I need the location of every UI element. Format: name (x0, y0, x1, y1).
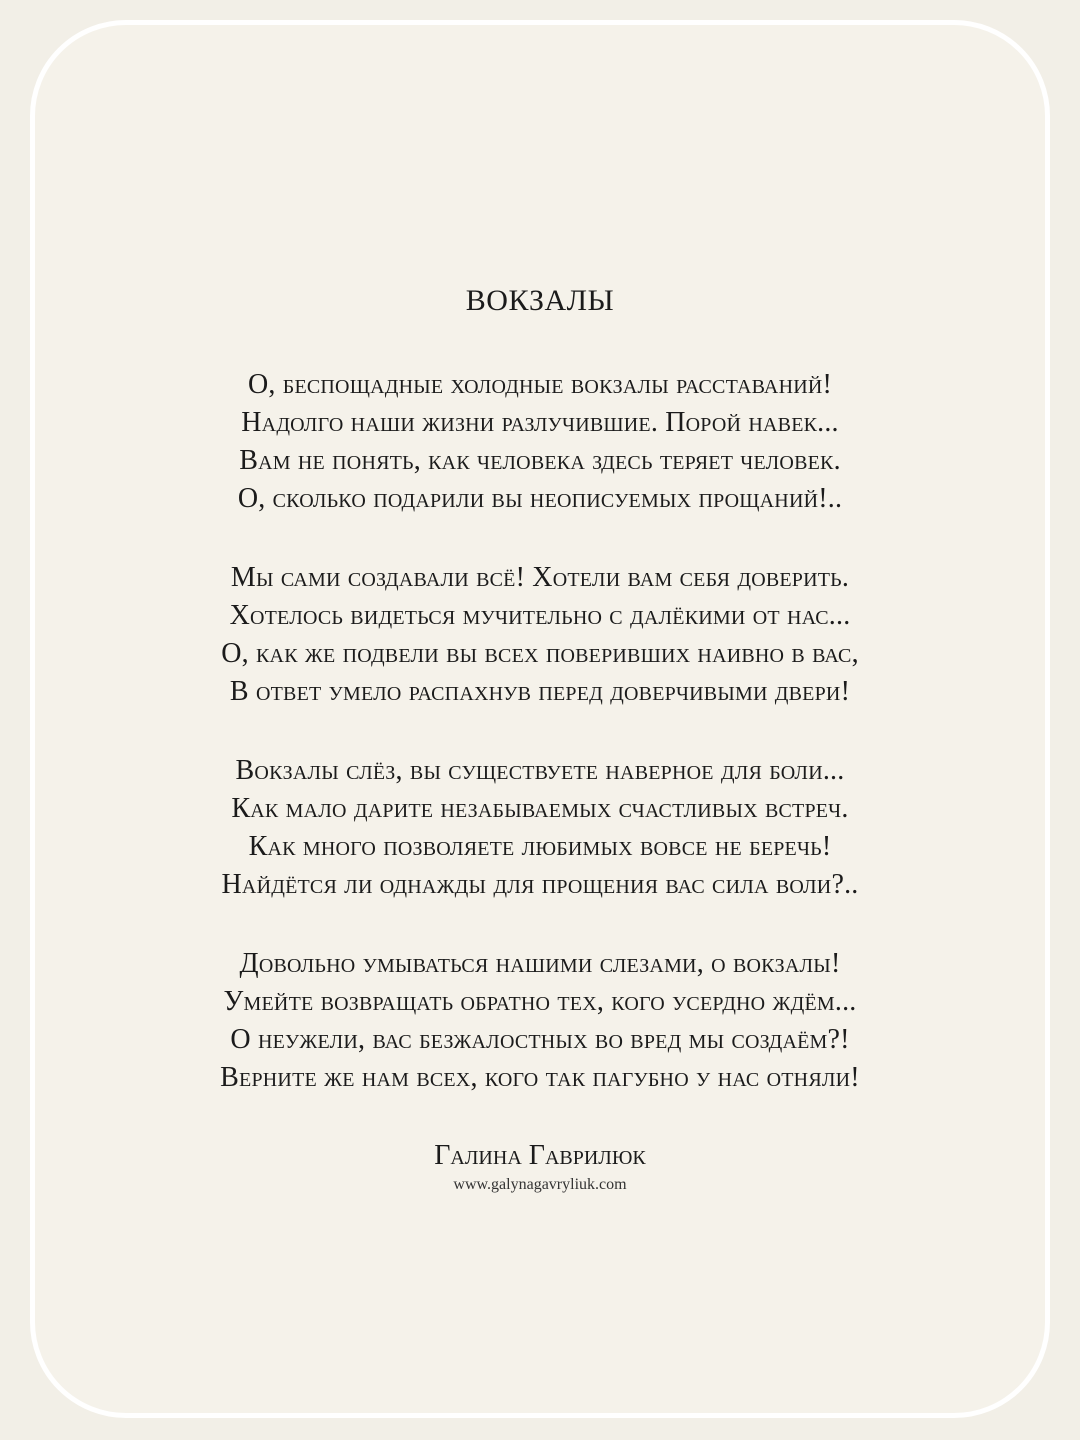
poem-line: Довольно умываться нашими слезами, о вокзалы! (239, 948, 841, 979)
poem-line: Умейте возвращать обратно тех, кого усердно ждём... (223, 986, 857, 1017)
poem-line: Как мало дарите незабываемых счастливых встреч. (231, 793, 849, 824)
poem-line: Мы сами создавали всё! Хотели вам себя доверить. (230, 562, 850, 593)
poem-line: О, как же подвели вы всех поверивших наивно в вас, (221, 638, 859, 669)
poem-line: Хотелось видеться мучительно с далёкими от нас... (229, 600, 851, 631)
poem-line: Вам не понять, как человека здесь теряет человек. (239, 445, 841, 476)
poem-line: О неужели, вас безжалостных во вред мы создаём?! (230, 1024, 850, 1055)
stanza-3 (0, 752, 1080, 904)
poem-line: Вокзалы слёз, вы существуете наверное для боли... (235, 755, 845, 786)
poem-line: О, сколько подарили вы неописуемых прощаний!.. (237, 483, 843, 514)
poem-line: Надолго наши жизни разлучившие. Порой навек... (241, 407, 839, 438)
author-name: Галина Гаврилюк (434, 1140, 646, 1171)
stanza-4 (0, 945, 1080, 1097)
poem-line: О, беспощадные холодные вокзалы расставаний! (247, 369, 833, 400)
author-website: www.galynagavryliuk.com (453, 1176, 627, 1193)
stanza-1 (0, 366, 1080, 518)
poem-line: В ответ умело распахнув перед доверчивыми двери! (229, 676, 851, 707)
poem-line: Найдётся ли однажды для прощения вас сила воли?.. (221, 869, 859, 900)
poem-line: Верните же нам всех, кого так пагубно у нас отняли! (220, 1062, 860, 1093)
poem (0, 276, 1080, 1196)
stanza-2 (0, 559, 1080, 711)
poem-title: ВОКЗАЛЫ (465, 284, 615, 317)
poem-line: Как много позволяете любимых вовсе не беречь! (248, 831, 832, 862)
